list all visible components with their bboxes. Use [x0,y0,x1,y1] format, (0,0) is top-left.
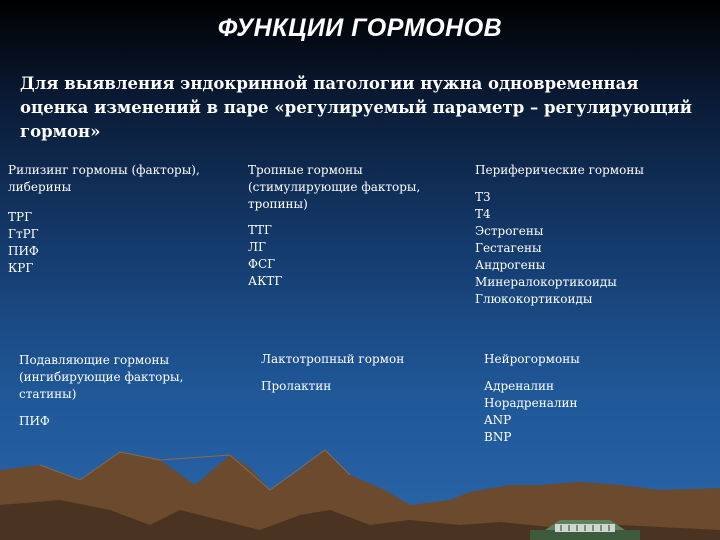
list-item: Минералокортикоиды [475,275,617,289]
releasing-hormones-list [8,209,208,277]
list-item: Адреналин [484,379,555,393]
list-item: ТТГ [248,223,272,237]
list-item: ПИФ [8,244,39,258]
peripheral-hormones-header: Периферические гормоны [475,163,644,177]
list-item: Норадреналин [484,396,578,410]
tropic-hormones-header: Тропные гормоны (стимулирующие факторы, тропины) [248,163,421,211]
inhibiting-hormones-header: Подавляющие гормоны (ингибирующие факторы, статины) [19,353,184,401]
list-item: Гестагены [475,241,542,255]
list-item: КРГ [8,261,34,275]
intro-text: Для выявления эндокринной патологии нужна одновременная оценка изменений в паре «регулируемый параметр – регулирующий гормон» [20,74,692,141]
list-item: ТРГ [8,210,33,224]
lactotropic-hormone-list [261,378,461,395]
lactotropic-hormone-header: Лактотропный гормон [261,352,405,366]
list-item: ФСГ [248,257,276,271]
list-item: BNP [484,430,512,444]
peripheral-hormones-list [475,189,695,308]
list-item: ГтРГ [8,227,39,241]
list-item: Глюкокортикоиды [475,292,593,306]
list-item: ANP [484,413,512,427]
building-icon [530,512,640,540]
neurohormones-header: Нейрогормоны [484,352,580,366]
releasing-hormones-header: Рилизинг гормоны (факторы), либерины [8,163,200,194]
list-item: ЛГ [248,240,266,254]
list-item: Пролактин [261,379,332,393]
list-item: АКТГ [248,274,283,288]
list-item: ПИФ [19,414,50,428]
slide-title: ФУНКЦИИ ГОРМОНОВ [217,14,503,42]
list-item: Эстрогены [475,224,544,238]
inhibiting-hormones-list [19,413,219,430]
list-item: Андрогены [475,258,546,272]
list-item: Т3 [475,190,491,204]
tropic-hormones-list [248,222,448,290]
list-item: Т4 [475,207,491,221]
